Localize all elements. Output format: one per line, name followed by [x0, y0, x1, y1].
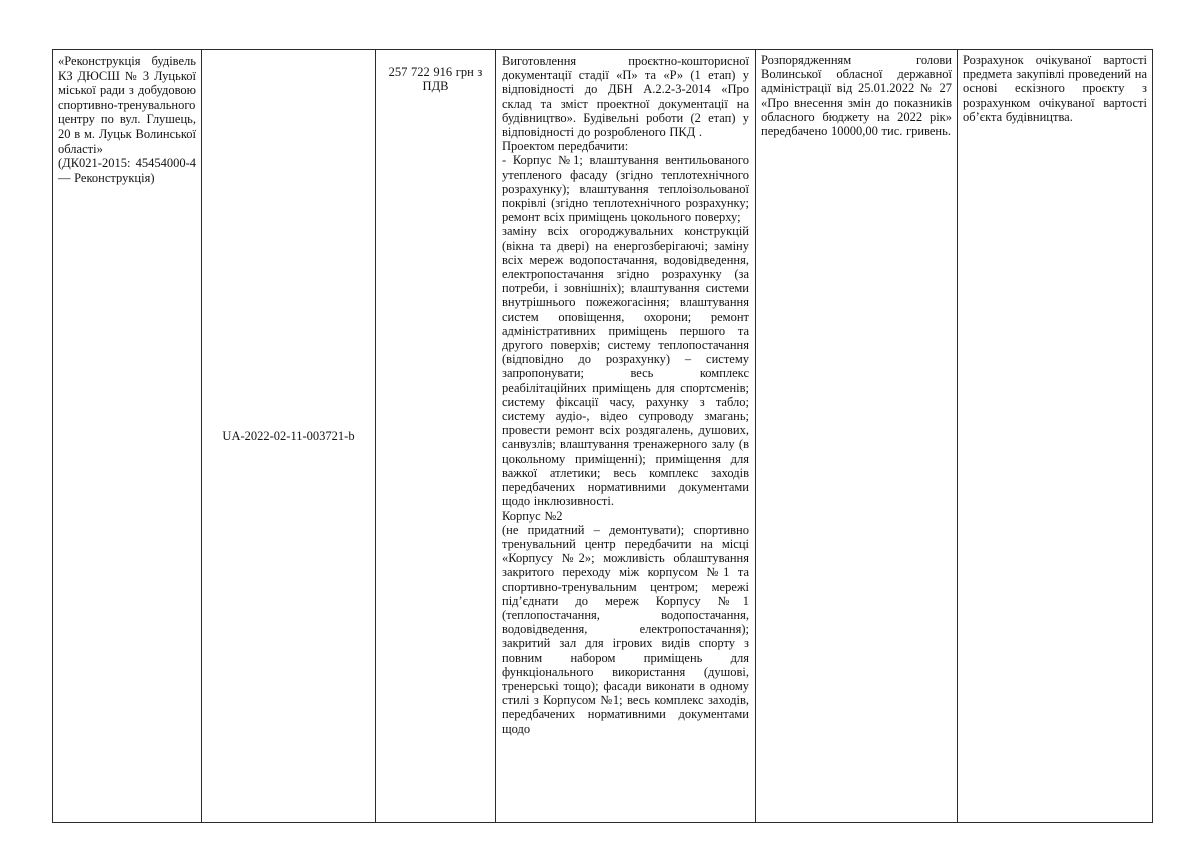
scope-paragraph: Виготовлення проєктно-кошторисної документації стадії «П» та «Р» (1 етап) у відповідності до ДБН А.2.2-3-2014 «Про склад та зміст проектної документації на будівництво». Будівельні роботи (2 етап) у відповідності до розробленого ПКД . [502, 54, 749, 140]
tender-id: UA-2022-02-11-003721-b [222, 429, 355, 443]
scope-paragraph: Корпус №2 [502, 508, 563, 523]
justification-text: Розрахунок очікуваної вартості предмета закупівлі проведений на основі ескізного проєкту з розрахунком очікуваної вартості об’єкта будівництва. [963, 53, 1147, 124]
expected-value: 257 722 916 грн з ПДВ [388, 65, 483, 93]
procurement-subject-title: «Реконструкція будівель КЗ ДЮСШ № 3 Луцької міської ради з добудовою спортивно-тренувального центру по вул. Глушець, 20 в м. Луцьк Волинської області» [58, 54, 196, 156]
procurement-subject-classification: (ДК021-2015: 45454000-4 — Реконструкція) [58, 156, 196, 185]
funding-text: Розпорядженням голови Волинської обласної державної адміністрації від 25.01.2022 № 27 «Про внесення змін до показників обласного бюджету на 2022 рік» передбачено 10000,00 тис. гривень. [761, 53, 952, 139]
cell-tender-id [202, 50, 376, 823]
scope-paragraph: Проектом передбачити: [502, 139, 629, 154]
scope-paragraph: (не придатний – демонтувати); спортивно тренувальний центр передбачити на місці «Корпусу №2»; можливість облаштування закритого переходу між корпусом №1 та спортивно-тренувальним центром; мережі під’єднати до мереж Корпусу №1 (теплопостачання, водопостачання, водовідведення, електропостачання); закритий зал для ігрових видів спорту з повним набором приміщень для функціонального використання (душові, тренерські тощо); фасади виконати в одному стилі з Корпусом №1; весь комплекс заходів, передбачених нормативними документами щодо [502, 522, 749, 736]
cell-procurement-scope [496, 50, 756, 823]
procurement-table [52, 49, 1153, 823]
scope-paragraph: - Корпус №1; влаштування вентильованого утепленого фасаду (згідно теплотехнічного розрахунку); влаштування теплоізольованої покрівлі (згідно теплотехнічного розрахунку; ремонт всіх приміщень цокольного поверху; [502, 153, 749, 225]
table-row [53, 50, 1153, 823]
scope-paragraph: заміну всіх огороджувальних конструкцій (вікна та двері) на енергозберігаючі; заміну всіх мереж водопостачання, водовідведення, електропостачання згідно розрахунку (за потреби, і зовнішніх); влаштування системи внутрішнього пожежогасіння; влаштування систем оповіщення, охорони; ремонт адміністративних приміщень першого та другого поверхів; систему теплопостачання (відповідно до розрахунку) – систему запропонувати; весь комплекс реабілітаційних приміщень для спортсменів; систему фіксації часу, рахунку з табло; систему аудіо-, відео супроводу змагань; провести ремонт всіх роздягалень, душових, санвузлів; влаштування тренажерного залу (в цокольному приміщенні); приміщення для важкої атлетики; весь комплекс заходів передбачених нормативними документами щодо інклюзивності. [502, 224, 749, 509]
cell-procurement-subject [53, 50, 202, 823]
cell-cost-justification [958, 50, 1153, 823]
cell-funding-source [756, 50, 958, 823]
cell-expected-value [376, 50, 496, 823]
